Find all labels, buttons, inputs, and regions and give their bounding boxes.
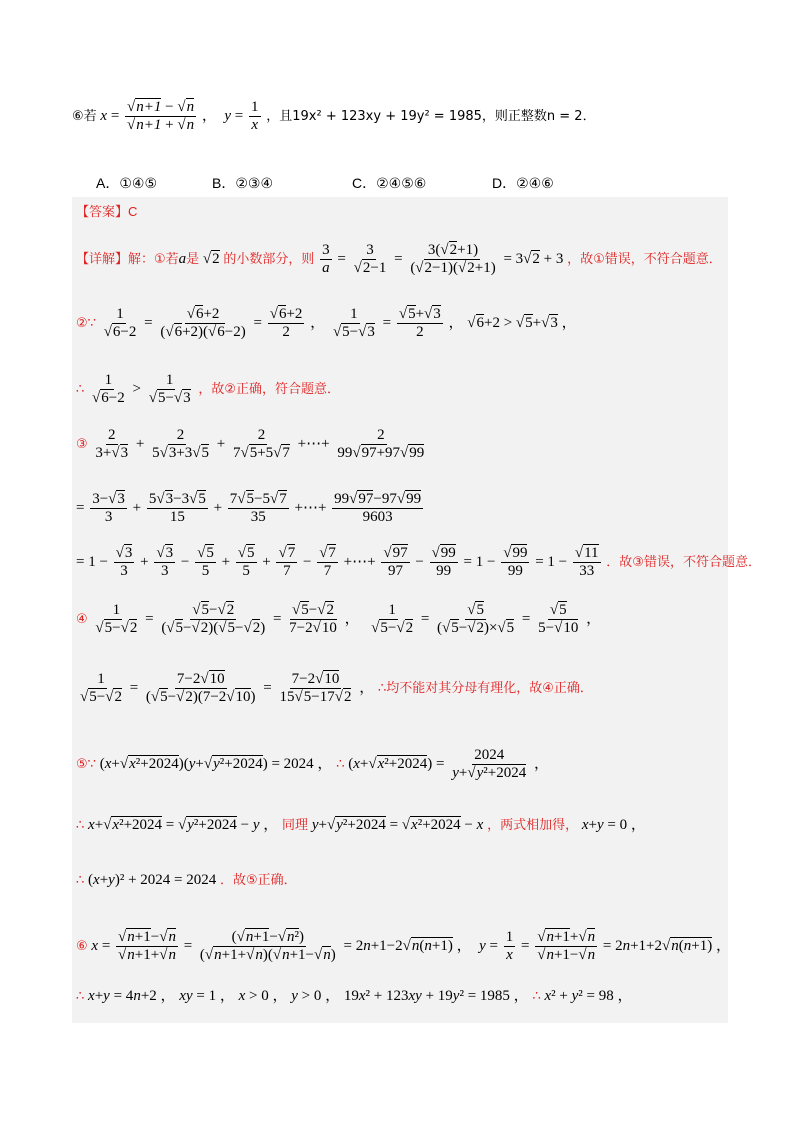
- answer-label: 【答案】C: [76, 204, 138, 219]
- solution-line-7: ④ $\frac{1}{√5-√2}$ = $\frac{√5-√2}{(√5-√2)(√5-√2)}$ = $\frac{√5-√2}{7-2√10}$ ， $\frac{1}{√5-√2}$ = $\frac{√5}{(√5-√2)\times√5}$ = $\frac{√5}{5-√10}$ ，: [76, 602, 602, 636]
- x-fraction: $\frac{√n+1 - √n}{√n+1 + √n}$: [127, 99, 195, 133]
- solution-line-1: 【详解】解：①若a是 √2 的小数部分，则 $\frac{3}{a}$ = $\frac{3}{√2-1}$ = $\frac{3(√2+1)}{(√2-1)(√2+1)}$ = 3√2 + 3 ，故①错误，不符合题意．: [76, 242, 722, 276]
- option-b[interactable]: B．②③④: [212, 175, 273, 191]
- solution-line-2: ②∵ $\frac{1}{√6-2}$ = $\frac{√6+2}{(√6+2)(√6-2)}$ = $\frac{√6+2}{2}$ ， $\frac{1}{√5-√3}$ = $\frac{√5+√3}{2}$ ， √6+2 > √5+√3 ，: [76, 306, 577, 340]
- solution-line-6: = 1 − $\frac{√3}{3}$ + $\frac{√3}{3}$ − $\frac{√5}{5}$ + $\frac{√5}{5}$ + $\frac{√7}{7}$ − $\frac{√7}{7}$ +⋯+ $\frac{√97}{97}$ − $\frac{√99}{99}$ = 1 − $\frac{√99}{99}$ = 1 − $\frac{√11}{33}$ ．故③错误，不符合题意．: [76, 545, 761, 579]
- option-d[interactable]: D．②④⑥: [492, 175, 554, 191]
- item6-conditions: ，且19x² + 123xy + 19y² = 1985，则正整数n = 2．: [266, 108, 596, 124]
- solution-line-10: ∴ x+√x²+2024 = √y²+2024 − y ， 同理 y+√y²+2024 = √x²+2024 − x ，两式相加得， x+y = 0 ，: [76, 817, 646, 833]
- question-item-6: ⑥若 x = $\frac{√n+1 - √n}{√n+1 + √n}$ ， y = $\frac{1}{x}$ ，且19x² + 123xy + 19y² = 1985，则正整数n = 2．: [72, 99, 596, 133]
- solution-line-9: ⑤∵ (x+√x²+2024)(y+√y²+2024) = 2024 ， ∴ (x+√x²+2024) = $\frac{2024}{\text{y+√y²+2024}}$ ，: [76, 747, 549, 781]
- option-c[interactable]: C．②④⑤⑥: [352, 175, 427, 191]
- solution-line-13: ∴ x+y = 4n+2 ， xy = 1 ， x > 0 ， y > 0 ， 19x² + 123xy + 19y² = 1985 ， ∴ x² + y² = 98 ，: [76, 988, 633, 1004]
- option-a[interactable]: A．①④⑤: [96, 175, 157, 191]
- solution-line-11: ∴ (x+y)² + 2024 = 2024 ．故⑤正确．: [76, 872, 297, 888]
- solution-line-5: = $\frac{3-√3}{3}$ + $\frac{5√3-3√5}{15}$ + $\frac{7√5-5√7}{35}$ +⋯+ $\frac{99√97-97√99}{9603}$: [76, 491, 422, 525]
- solution-line-3: ∴ $\frac{1}{√6-2}$ > $\frac{1}{√5-√3}$ ，故②正确，符合题意．: [76, 372, 341, 406]
- item6-prefix: ⑥若: [72, 108, 97, 124]
- solution-line-4: ③ $\frac{2}{3+√3}$ + $\frac{2}{5√3+3√5}$ + $\frac{2}{7√5+5√7}$ +⋯+ $\frac{2}{99√97+97√99}$: [76, 427, 425, 461]
- solution-line-12: ⑥ x = $\frac{√n+1-√n}{√n+1+√n}$ = $\frac{\text{(√n+1−√n²)}}{(√n+1+√n)(√n+1-√n)}$ = 2n+1−2√n(n+1) ， y = $\frac{1}{x}$ = $\frac{√n+1+√n}{√n+1-√n}$ = 2n+1+2√n(n+1) ，: [76, 929, 731, 963]
- solution-line-8: $\frac{1}{√5-√2}$ = $\frac{7-2√10}{(√5-√2)(7-2√10)}$ = $\frac{7-2√10}{15√5-17√2}$ ， ∴均不能对其分母有理化，故④正确．: [80, 671, 593, 705]
